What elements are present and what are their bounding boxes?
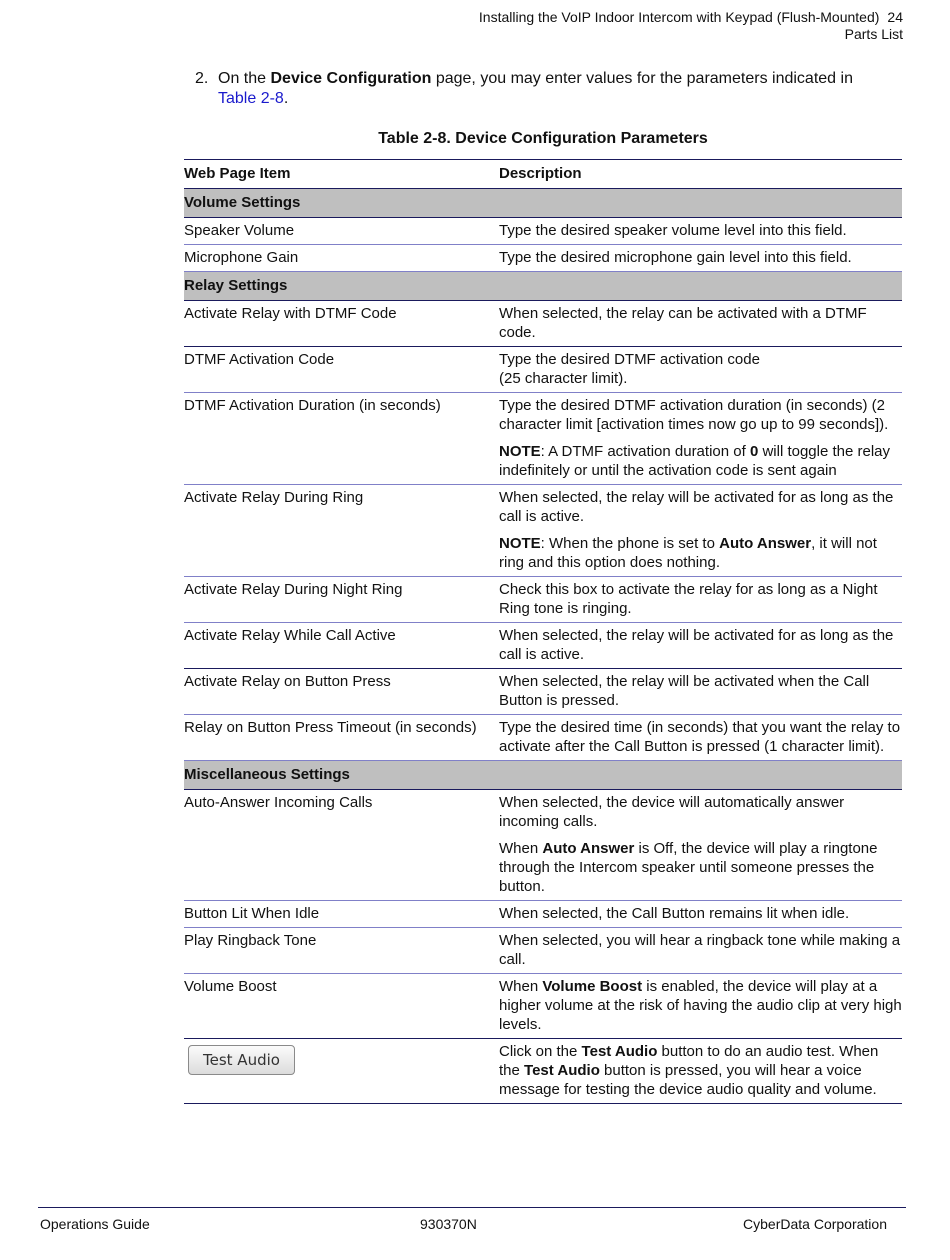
footer-center: 930370N — [420, 1216, 477, 1232]
item-cell: Activate Relay on Button Press — [184, 669, 499, 715]
note-text — [499, 442, 902, 480]
note-bold: 0 — [749, 443, 759, 460]
description-cell — [499, 974, 902, 1039]
item-cell — [184, 1039, 499, 1104]
item-cell: Activate Relay During Night Ring — [184, 577, 499, 623]
section-row-relay — [184, 272, 902, 301]
note-text — [499, 534, 902, 572]
table-row — [184, 790, 902, 901]
footer-left: Operations Guide — [40, 1216, 150, 1232]
item-cell: DTMF Activation Duration (in seconds) — [184, 393, 499, 485]
description-line: (25 character limit). — [499, 370, 628, 387]
item-cell: Auto-Answer Incoming Calls — [184, 790, 499, 901]
item-cell: Relay on Button Press Timeout (in seconds) — [184, 715, 499, 761]
item-cell: Activate Relay While Call Active — [184, 623, 499, 669]
step-text-after: page, you may enter values for the parameters indicated in — [431, 70, 853, 87]
item-cell: Play Ringback Tone — [184, 928, 499, 974]
desc-part: When — [499, 840, 543, 857]
description-cell: Check this box to activate the relay for as long as a Night Ring tone is ringing. — [499, 577, 902, 623]
desc-bold: Auto Answer — [542, 840, 635, 857]
table-row — [184, 218, 902, 245]
section-title: Parts List — [844, 26, 903, 42]
item-cell: Activate Relay During Ring — [184, 485, 499, 577]
step-text — [218, 69, 885, 109]
section-title: Relay Settings — [184, 272, 902, 301]
note-label: NOTE — [499, 443, 541, 460]
header-title-line — [479, 9, 903, 26]
chapter-title: Installing the VoIP Indoor Intercom with Keypad (Flush-Mounted) — [478, 9, 880, 25]
note-label: NOTE — [499, 535, 541, 552]
table-row — [184, 347, 902, 393]
description-cell — [499, 790, 902, 901]
description-cell: Type the desired speaker volume level into this field. — [499, 218, 902, 245]
item-cell: Activate Relay with DTMF Code — [184, 301, 499, 347]
section-title: Miscellaneous Settings — [184, 761, 902, 790]
note-part: will toggle the relay indefinitely or until the activation code is sent again — [499, 443, 891, 479]
description-cell — [499, 347, 902, 393]
table-link[interactable]: Table 2-8 — [218, 90, 284, 107]
desc-part: is Off, the device will play a ringtone through the Intercom speaker until someone presses the button. — [499, 840, 878, 895]
description-text: When selected, the device will automatically answer incoming calls. — [499, 794, 845, 830]
step-end: . — [283, 90, 289, 107]
description-text: When selected, the relay will be activated for as long as the call is active. — [499, 489, 894, 525]
table-row — [184, 669, 902, 715]
step-number: 2. — [195, 70, 209, 87]
item-cell: Button Lit When Idle — [184, 901, 499, 928]
footer-right: CyberData Corporation — [743, 1216, 887, 1232]
note-part: , it will not ring and this option does nothing. — [499, 535, 877, 571]
description-line: Type the desired DTMF activation code — [499, 351, 760, 368]
table-row — [184, 974, 902, 1039]
description-cell: Type the desired microphone gain level into this field. — [499, 245, 902, 272]
table-header-row — [184, 160, 902, 189]
desc-part: is enabled, the device will play at a higher volume at the risk of having the audio clip at very high levels. — [499, 978, 902, 1033]
table-row — [184, 715, 902, 761]
note-part: : A DTMF activation duration of — [540, 443, 750, 460]
desc-bold: Test Audio — [581, 1043, 658, 1060]
item-cell: Microphone Gain — [184, 245, 499, 272]
section-title: Volume Settings — [184, 189, 902, 218]
table-row — [184, 393, 902, 485]
desc-part: button is pressed, you will hear a voice message for testing the device audio quality and volume. — [499, 1062, 877, 1098]
column-header-item: Web Page Item — [184, 160, 499, 189]
page-number: 24 — [887, 9, 903, 25]
table-caption: Table 2-8. Device Configuration Parameters — [378, 130, 708, 147]
device-configuration-term: Device Configuration — [270, 70, 432, 87]
page-header — [479, 9, 903, 43]
section-row-volume — [184, 189, 902, 218]
test-audio-button[interactable]: Test Audio — [188, 1045, 295, 1075]
description-cell: When selected, the Call Button remains lit when idle. — [499, 901, 902, 928]
table-row — [184, 928, 902, 974]
device-configuration-table — [184, 159, 902, 1104]
footer-divider — [38, 1207, 906, 1208]
item-cell: DTMF Activation Code — [184, 347, 499, 393]
note-part: : When the phone is set to — [540, 535, 720, 552]
desc-part: Click on the — [499, 1043, 582, 1060]
item-cell: Speaker Volume — [184, 218, 499, 245]
description-text: Type the desired DTMF activation duration (in seconds) (2 character limit [activation times now go up to 99 seconds]). — [499, 397, 889, 433]
table-row — [184, 577, 902, 623]
table-row — [184, 301, 902, 347]
description-cell — [499, 393, 902, 485]
step-instruction — [195, 69, 885, 109]
column-header-description: Description — [499, 160, 902, 189]
item-cell: Volume Boost — [184, 974, 499, 1039]
table-row — [184, 1039, 902, 1104]
table-row — [184, 623, 902, 669]
desc-bold: Volume Boost — [542, 978, 643, 995]
desc-part: When — [499, 978, 543, 995]
step-text-before: On the — [218, 70, 271, 87]
description-cell: When selected, you will hear a ringback tone while making a call. — [499, 928, 902, 974]
table-row — [184, 245, 902, 272]
description-cell — [499, 485, 902, 577]
section-row-miscellaneous — [184, 761, 902, 790]
description-cell: When selected, the relay will be activated when the Call Button is pressed. — [499, 669, 902, 715]
desc-part: button to do an audio test. When the — [499, 1043, 879, 1079]
desc-bold: Test Audio — [524, 1062, 600, 1079]
description-cell: When selected, the relay will be activated for as long as the call is active. — [499, 623, 902, 669]
description-cell — [499, 1039, 902, 1104]
table-row — [184, 901, 902, 928]
table-row — [184, 485, 902, 577]
description-text — [499, 839, 902, 896]
description-cell: When selected, the relay can be activated with a DTMF code. — [499, 301, 902, 347]
description-cell: Type the desired time (in seconds) that you want the relay to activate after the Call Button is pressed (1 character limit). — [499, 715, 902, 761]
note-bold: Auto Answer — [719, 535, 812, 552]
